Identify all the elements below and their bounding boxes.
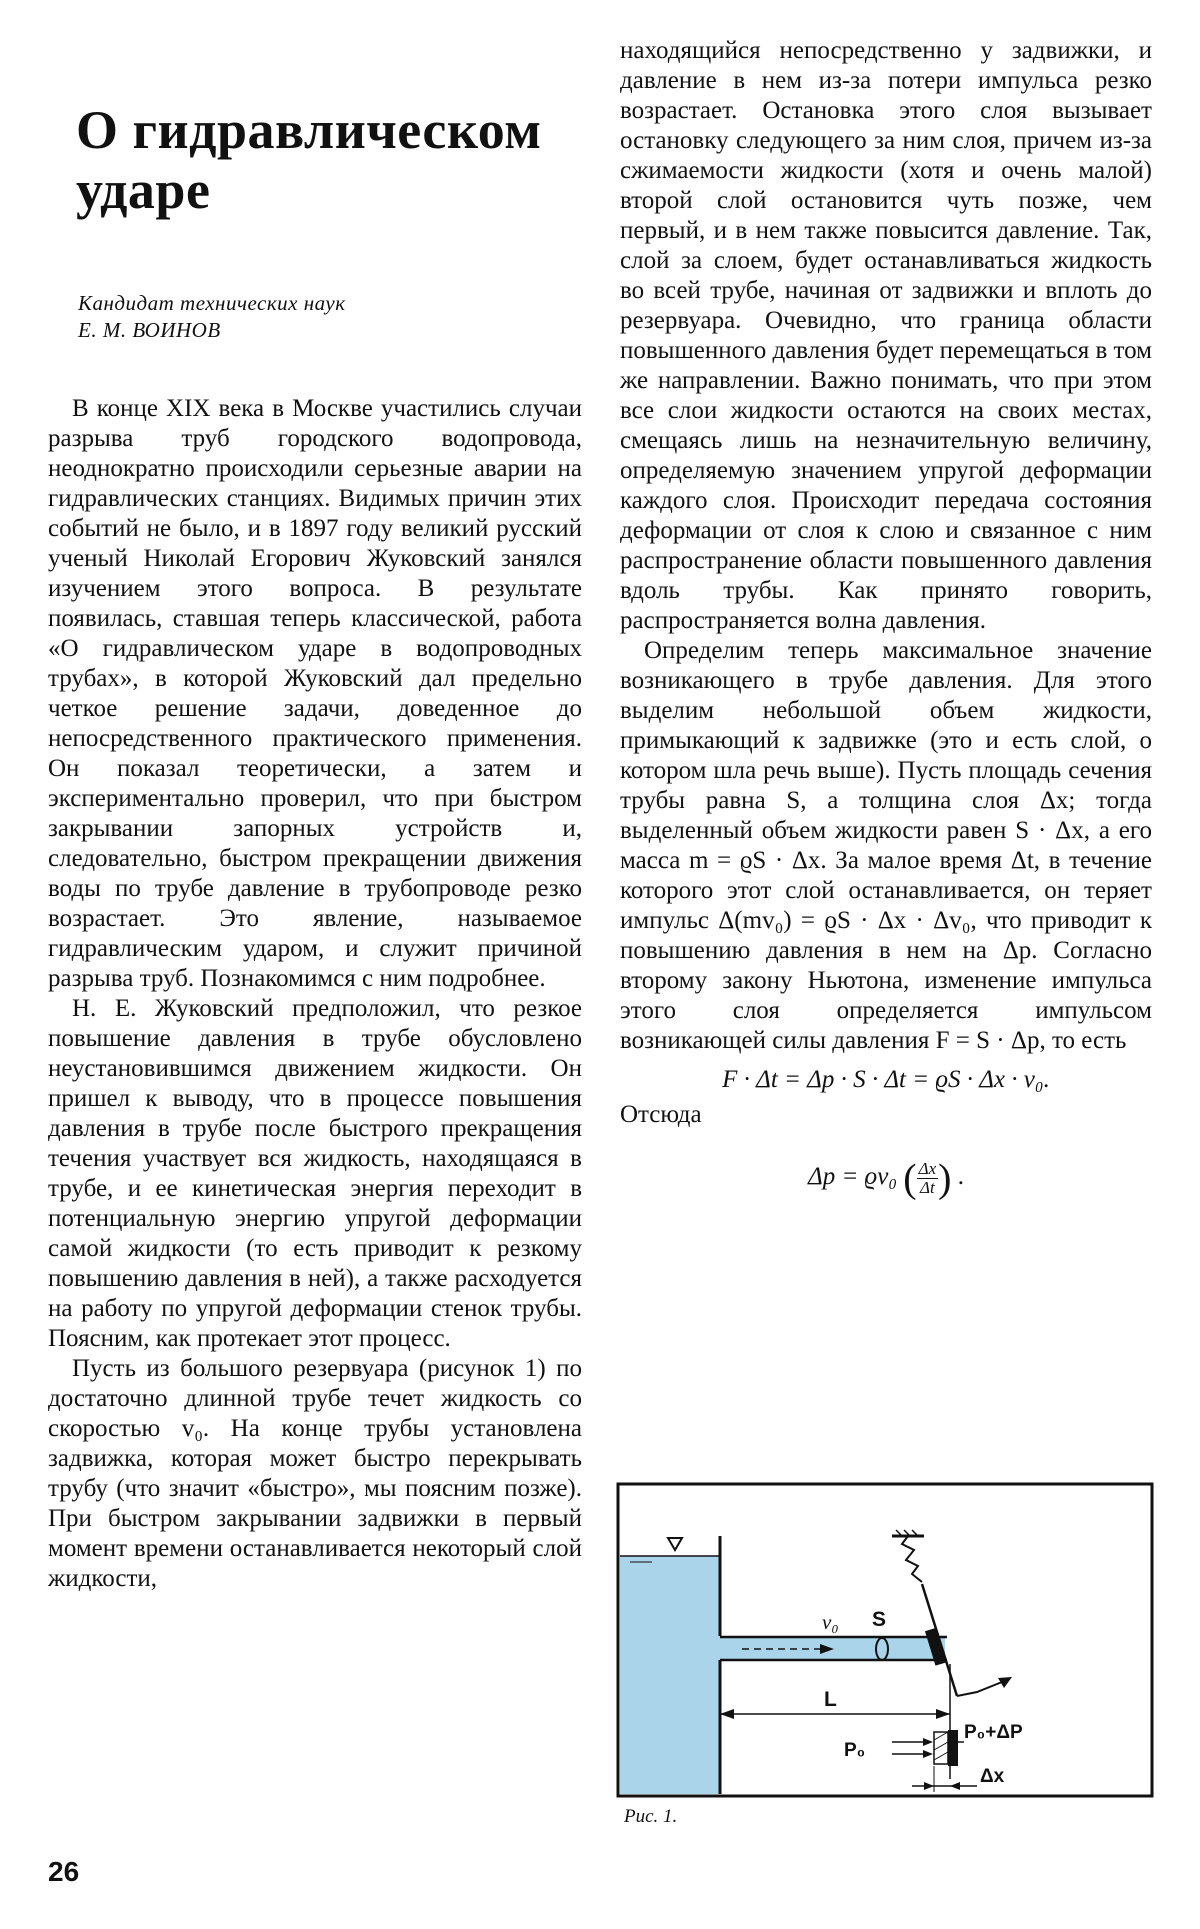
article-title: О гидравлическом ударе — [76, 100, 542, 220]
dimension-arrow-right-icon — [936, 1709, 950, 1719]
paragraph: В конце XIX века в Москве участились случаи разрыва труб городского водопровода, неоднократно происходили серьезные аварии на гидравлических станциях. Видимых причин этих событий не было, и в 1897 году великий русский ученый Николай Егорович Жуковский занялся изучением этого вопроса. В результате появилась, ставшая теперь классической, работа «О гидравлическом ударе в водопроводных трубах», в которой Жуковский дал предельно четкое решение задачи, доведенное до непосредственного практического применения. Он показал теоретически, а затем и экспериментально проверил, что при быстром закрывании запорных устройств и, следовательно, быстром прекращении движения воды по трубе давление в трубопроводе резко возрастает. Это явление, называемое гидравлическим ударом, и служит причиной разрыва труб. Познакомимся с ним подробнее. — [48, 395, 582, 992]
left-column — [48, 394, 582, 1594]
paren-close: ) — [938, 1155, 952, 1201]
figure-1 — [612, 1474, 1160, 1802]
text-hence: Отсюда — [620, 1101, 702, 1128]
pressure-arrow-icon — [923, 1738, 933, 1746]
pressure-arrow-icon — [923, 1750, 933, 1758]
paragraph: Пусть из большого резервуара (рисунок 1) по достаточно длинной трубе течет жидкость со скоростью v₀. На конце трубы установлена задвижка, которая может быстро перекрывать трубу (что значит «быстро», мы поясним позже). При быстром закрывании задвижки в первый момент времени останавливается некоторый слой жидкости, — [48, 1355, 582, 1592]
dimension-arrow-left-icon — [720, 1709, 734, 1719]
formula-pressure-tail: . — [957, 1163, 964, 1191]
byline — [78, 290, 498, 344]
label-section: S — [872, 1608, 887, 1631]
author-name: Е. М. ВОИНОВ — [78, 318, 221, 342]
dimension-arrow-icon — [924, 1782, 934, 1790]
label-pressure-left: P₀ — [844, 1740, 866, 1761]
label-velocity: v₀ — [822, 1610, 839, 1634]
water-hammer-diagram — [612, 1474, 1160, 1802]
paren-open: ( — [903, 1155, 917, 1201]
formula-pressure-lhs: Δp = ϱv₀ — [808, 1163, 898, 1191]
label-thickness: Δx — [980, 1766, 1005, 1787]
page-number: 26 — [48, 1856, 80, 1887]
right-column — [620, 36, 1152, 1231]
author-degree: Кандидат технических наук — [78, 291, 346, 315]
valve-gate-detail — [948, 1730, 958, 1766]
fraction-denominator: Δt — [920, 1178, 935, 1197]
water-level-marker-icon — [668, 1538, 682, 1550]
label-pressure-right: P₀+ΔP — [964, 1722, 1023, 1743]
valve-linkage — [957, 1682, 1002, 1696]
label-length: L — [824, 1688, 837, 1711]
paragraph: находящийся непосредственно у задвижки, и давление в нем из-за потери импульса резко возрастает. Остановка этого слоя вызывает остановку следующего за ним слоя, причем из-за сжимаемости жидкости (хотя и очень малой) второй слой остановится чуть позже, чем первый, и в нем также повысится давление. Так, слой за слоем, будет останавливаться жидкость во всей трубе, начиная от задвижки и вплоть до резервуара. Очевидно, что граница области повышенного давления будет перемещаться в том же направлении. Важно понимать, что при этом все слои жидкости остаются на своих местах, смещаясь лишь на незначительную величину, определяемую значением упругой деформации каждого слоя. Происходит передача состояния деформации от слоя к слою и связанное с ним распространение области повышенного давления вдоль трубы. Как принято говорить, распространяется волна давления. — [620, 37, 1152, 634]
paragraph: Определим теперь максимальное значение возникающего в трубе давления. Для этого выделим небольшой объем жидкости, примыкающий к задвижке (это и есть слой, о котором шла речь выше). Пусть площадь сечения трубы равна S, а толщина слоя Δx; тогда выделенный объем жидкости равен S · Δx, а его масса m = ϱS · Δx. За малое время Δt, в течение которого этот слой останавливается, он теряет импульс Δ(mv₀) = ϱS · Δx · Δv₀, что приводит к повышению давления в нем на Δp. Согласно второму закону Ньютона, изменение импульса этого слоя определяется импульсом возникающей силы давления F = S · Δp, то есть — [620, 637, 1152, 1054]
dimension-arrow-icon — [950, 1782, 960, 1790]
fraction — [917, 1160, 939, 1197]
paragraph: Н. Е. Жуковский предположил, что резкое повышение давления в трубе обусловлено неустановившимся движением жидкости. Он пришел к выводу, что в процессе повышения давления в трубе после быстрого прекращения течения участвует вся жидкость, находящаяся в трубе, и ее кинетическая энергия переходит в потенциальную энергию упругой деформации самой жидкости (то есть приводит к резкому повышению давления в ней), а также расходуется на работу по упругой деформации стенок трубы. Поясним, как протекает этот процесс. — [48, 995, 582, 1352]
formula-pressure — [620, 1155, 1152, 1201]
fraction-numerator: Δx — [918, 1159, 937, 1178]
reservoir-water — [620, 1556, 720, 1794]
spring — [902, 1536, 922, 1582]
figure-caption: Рис. 1. — [624, 1806, 678, 1827]
formula-impulse: F · Δt = Δp · S · Δt = ϱS · Δx · v₀. — [722, 1066, 1050, 1093]
